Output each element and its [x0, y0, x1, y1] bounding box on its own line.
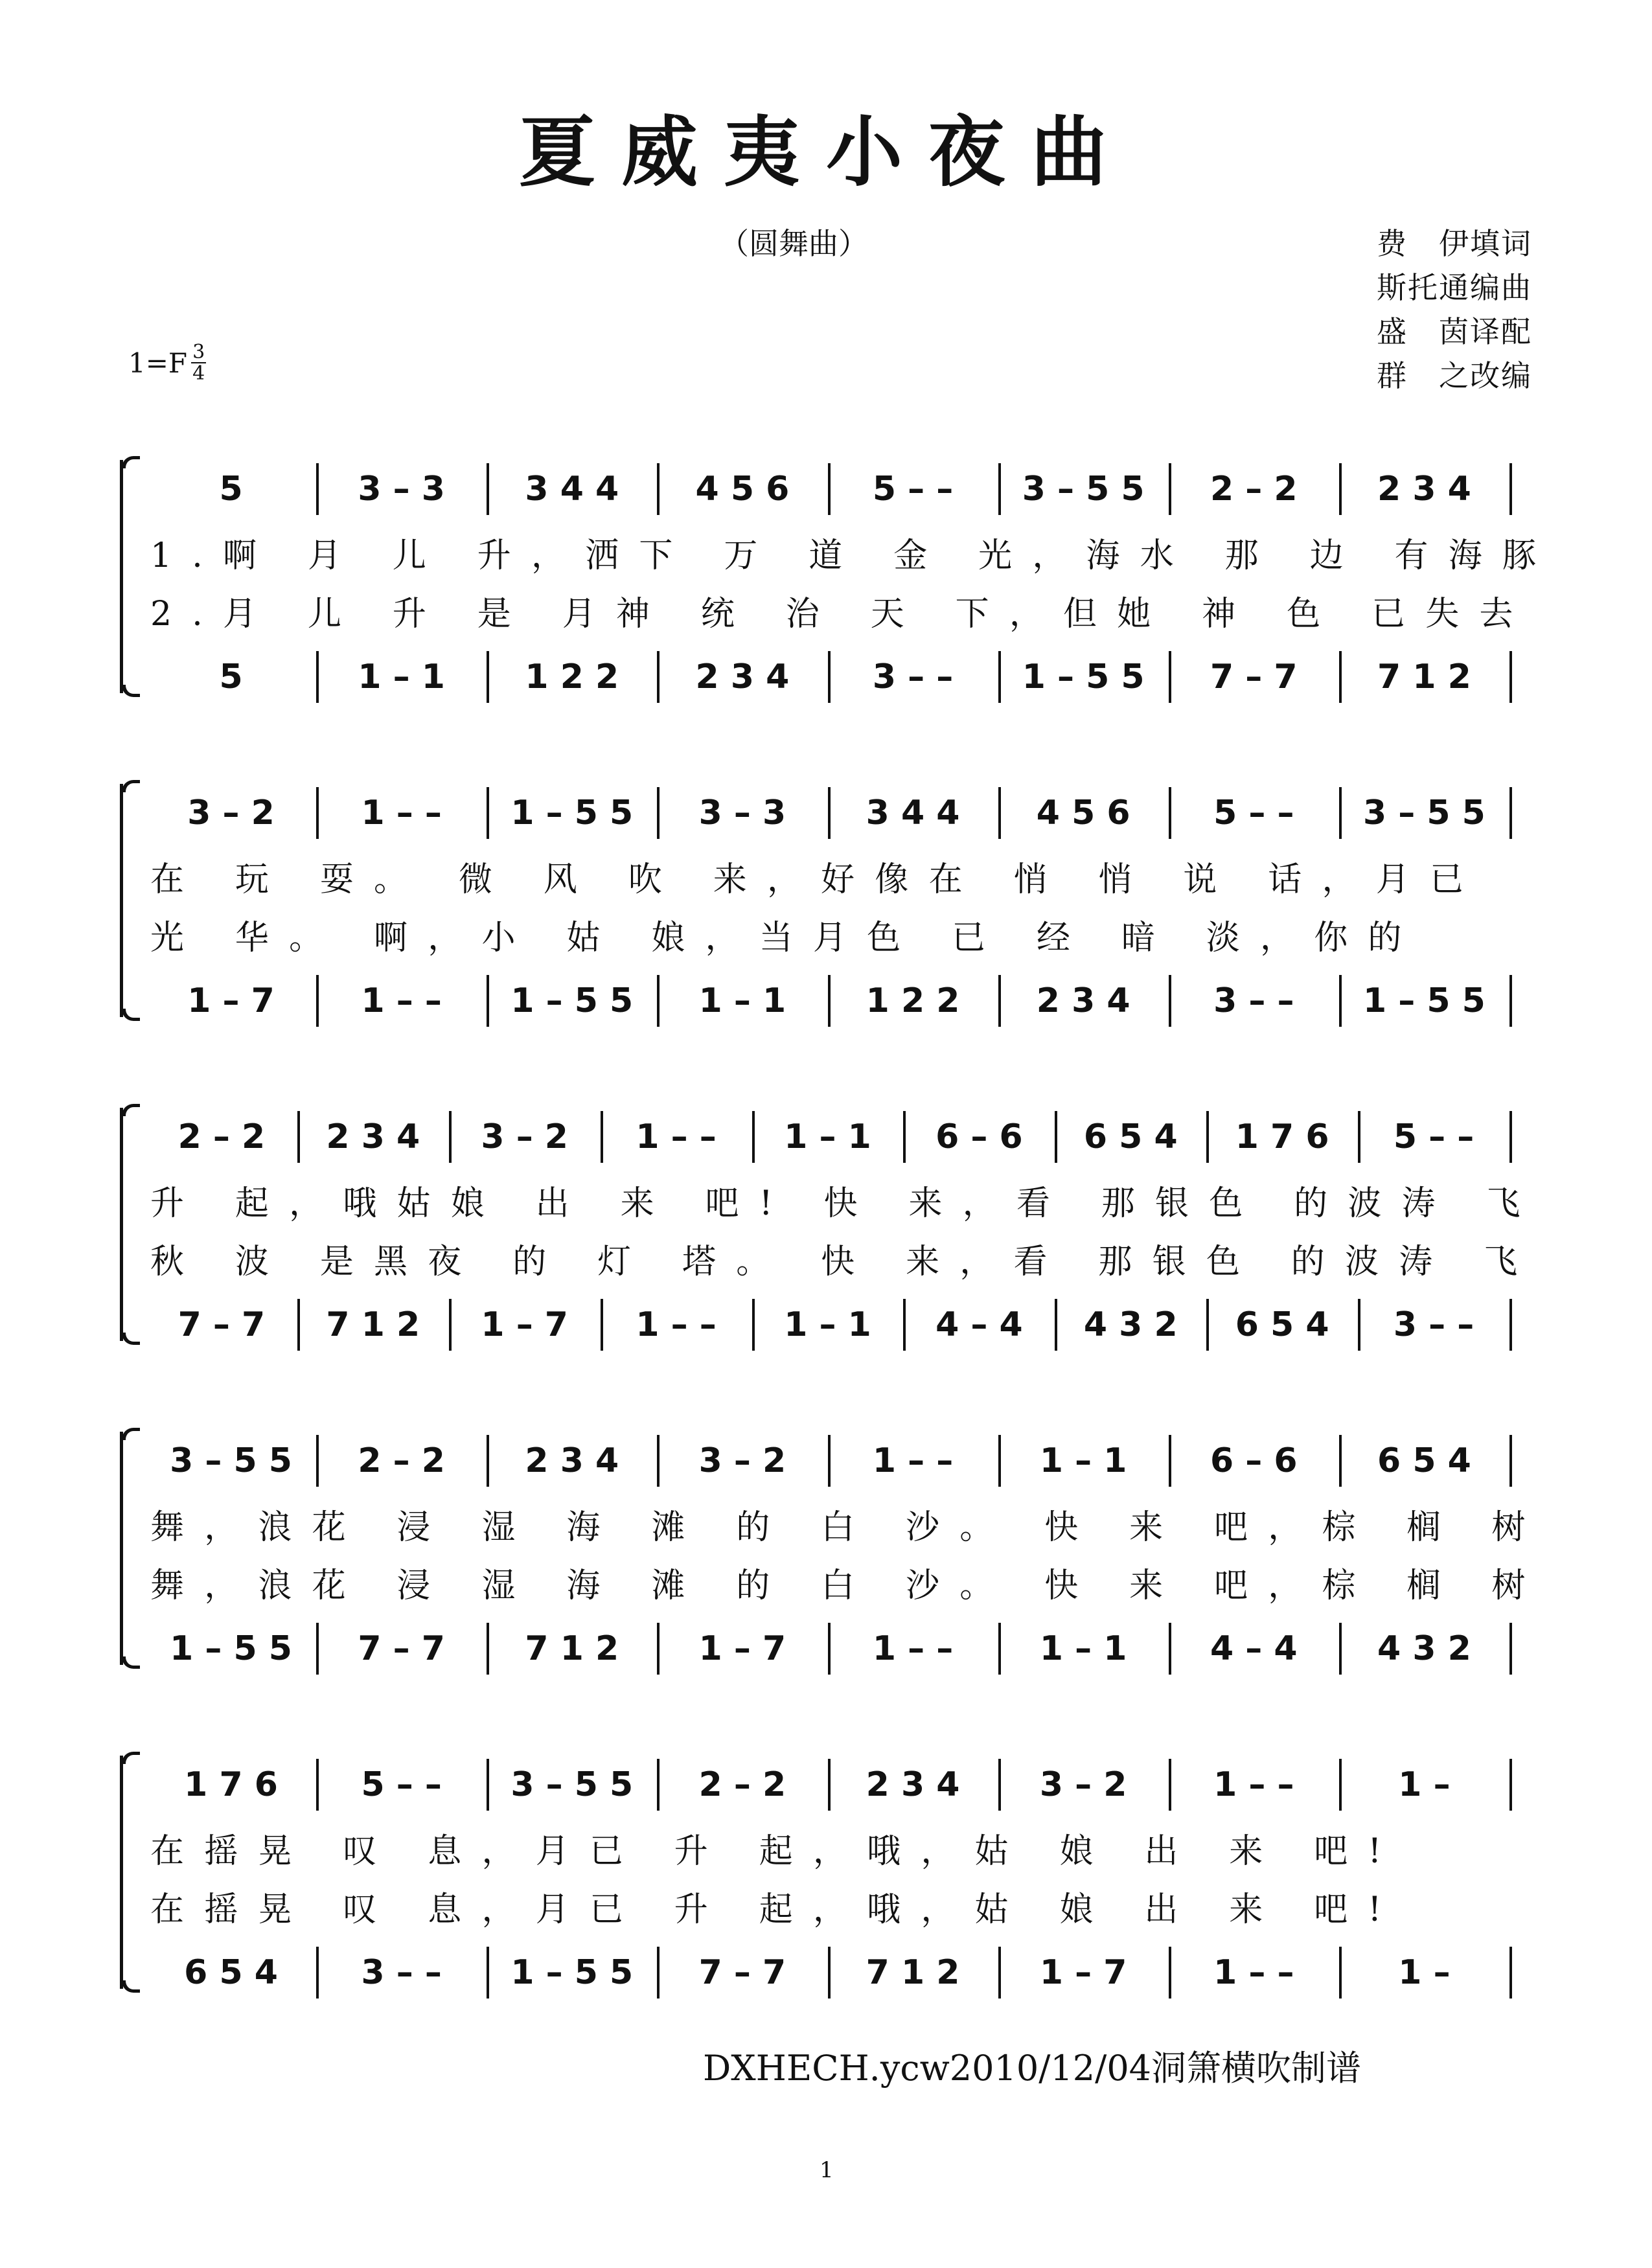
upper-part-measure: 6 5 4: [1083, 1117, 1178, 1156]
lower-part-measure: 1 – 7: [1039, 1953, 1127, 1992]
upper-part-measure: 5: [219, 470, 243, 509]
lyric-verse-2: 在摇晃 叹 息，月已 升 起，哦，姑 娘 出 来 吧!: [150, 1890, 1402, 1929]
lower-part-measure: 7 – 7: [358, 1629, 445, 1668]
system-brace: [120, 1108, 123, 1341]
upper-part-measure: 1 – –: [361, 794, 442, 832]
upper-part-measure: 3 – 2: [187, 794, 275, 832]
upper-part-measure: 2 – 2: [178, 1117, 266, 1156]
lyric-verse-1: 升 起，哦姑娘 出 来 吧! 快 来，看 那银色 的波涛 飞: [150, 1184, 1541, 1223]
upper-part-measure: 1 – –: [1213, 1765, 1294, 1804]
lower-part-measure: 3 – –: [361, 1953, 442, 1992]
lower-part-measure: 1 – 7: [698, 1629, 786, 1668]
upper-part-measure: 2 – 2: [1210, 470, 1298, 509]
barline: [1509, 1111, 1512, 1163]
credit-adapter: 群 之改编: [1377, 358, 1532, 393]
upper-part-measure: 3 – 2: [481, 1117, 568, 1156]
upper-part-measure: 1 –: [1398, 1765, 1451, 1804]
lower-part-measure: 1 – –: [361, 981, 442, 1020]
lyric-verse-1: 在摇晃 叹 息，月已 升 起，哦，姑 娘 出 来 吧!: [150, 1832, 1402, 1871]
subtitle: （圆舞曲）: [719, 226, 868, 261]
time-signature: [191, 342, 206, 384]
lower-part-measure: 7 1 2: [866, 1953, 960, 1992]
lower-part-measure: 1 – 5 5: [511, 981, 634, 1020]
time-denominator: 4: [192, 362, 205, 385]
upper-part-measure: 2 3 4: [326, 1117, 420, 1156]
upper-part-measure: 4 5 6: [695, 470, 790, 509]
system-brace: [120, 1756, 123, 1989]
upper-part-measure: 3 – 3: [358, 470, 445, 509]
lyric-verse-2: 光 华。 啊，小 姑 娘，当月色 已 经 暗 淡，你的: [150, 919, 1422, 957]
upper-part-measure: 1 7 6: [184, 1765, 278, 1804]
lyric-verse-2: 舞，浪花 浸 湿 海 滩 的 白 沙。 快 来 吧，棕 榈 树: [150, 1566, 1546, 1605]
key-signature: [128, 342, 206, 384]
lower-part-measure: 4 3 2: [1377, 1629, 1471, 1668]
lower-part-measure: 2 3 4: [1036, 981, 1130, 1020]
lower-part-measure: 7 – 7: [1210, 658, 1298, 696]
upper-part-measure: 2 – 2: [698, 1765, 786, 1804]
lower-part-measure: 1 2 2: [866, 981, 960, 1020]
lower-part-measure: 7 – 7: [698, 1953, 786, 1992]
barline: [1509, 651, 1512, 703]
system-brace: [120, 460, 123, 693]
lower-part-measure: 1 – 5 5: [1022, 658, 1145, 696]
lower-part-measure: 1 – –: [636, 1305, 717, 1344]
lower-part-measure: 4 – 4: [935, 1305, 1023, 1344]
upper-part-measure: 3 – 2: [698, 1441, 786, 1480]
lower-part-measure: 4 3 2: [1083, 1305, 1178, 1344]
barline: [1509, 463, 1512, 515]
lower-part-measure: 7 1 2: [1377, 658, 1471, 696]
lyric-verse-1: 舞，浪花 浸 湿 海 滩 的 白 沙。 快 来 吧，棕 榈 树: [150, 1508, 1546, 1547]
lower-part-measure: 1 – 1: [784, 1305, 871, 1344]
footer-credit: DXHECH.ycw2010/12/04洞箫横吹制谱: [703, 2048, 1362, 2089]
lower-part-measure: 1 – 1: [698, 981, 786, 1020]
upper-part-measure: 5 – –: [872, 470, 954, 509]
lower-part-measure: 1 – 5 5: [511, 1953, 634, 1992]
upper-part-measure: 1 – –: [872, 1441, 954, 1480]
time-numerator: 3: [192, 341, 205, 363]
upper-part-measure: 5 – –: [1393, 1117, 1474, 1156]
upper-part-measure: 5 – –: [1213, 794, 1294, 832]
upper-part-measure: 6 – 6: [1210, 1441, 1298, 1480]
upper-part-measure: 1 – 1: [784, 1117, 871, 1156]
system-brace: [120, 1432, 123, 1665]
lower-part-measure: 3 – –: [1393, 1305, 1474, 1344]
lower-part-measure: 1 – 7: [481, 1305, 568, 1344]
barline: [1509, 1299, 1512, 1351]
lower-part-measure: 1 – 5 5: [170, 1629, 292, 1668]
lyric-verse-2: 秋 波 是黑夜 的 灯 塔。 快 来，看 那银色 的波涛 飞: [150, 1243, 1538, 1281]
upper-part-measure: 3 – 5 5: [170, 1441, 292, 1480]
upper-part-measure: 1 7 6: [1235, 1117, 1329, 1156]
system-brace: [120, 784, 123, 1017]
lower-part-measure: 1 – 5 5: [1363, 981, 1486, 1020]
lower-part-measure: 2 3 4: [695, 658, 790, 696]
lower-part-measure: 6 5 4: [1235, 1305, 1329, 1344]
barline: [1509, 975, 1512, 1027]
credit-translator: 盛 茵译配: [1377, 314, 1532, 349]
upper-part-measure: 2 – 2: [358, 1441, 445, 1480]
barline: [1509, 1623, 1512, 1675]
upper-part-measure: 3 – 5 5: [1022, 470, 1145, 509]
lower-part-measure: 1 2 2: [525, 658, 619, 696]
upper-part-measure: 1 – 5 5: [511, 794, 634, 832]
lyric-verse-1: 1.啊 月 儿 升，洒下 万 道 金 光，海水 那 边 有海豚: [150, 536, 1557, 575]
credit-lyricist: 费 伊填词: [1377, 226, 1532, 261]
key-label: 1=F: [128, 347, 188, 379]
lower-part-measure: 7 1 2: [525, 1629, 619, 1668]
lower-part-measure: 5: [219, 658, 243, 696]
lyric-verse-1: 在 玩 耍。 微 风 吹 来，好像在 悄 悄 说 话，月已: [150, 860, 1484, 899]
lower-part-measure: 3 – –: [1213, 981, 1294, 1020]
upper-part-measure: 5 – –: [361, 1765, 442, 1804]
lower-part-measure: 1 – 1: [1039, 1629, 1127, 1668]
lower-part-measure: 7 1 2: [326, 1305, 420, 1344]
upper-part-measure: 1 – 1: [1039, 1441, 1127, 1480]
upper-part-measure: 1 – –: [636, 1117, 717, 1156]
upper-part-measure: 4 5 6: [1036, 794, 1130, 832]
lower-part-measure: 1 – 7: [187, 981, 275, 1020]
upper-part-measure: 3 – 2: [1039, 1765, 1127, 1804]
lower-part-measure: 6 5 4: [184, 1953, 278, 1992]
upper-part-measure: 6 – 6: [935, 1117, 1023, 1156]
lower-part-measure: 7 – 7: [178, 1305, 266, 1344]
barline: [1509, 1435, 1512, 1487]
barline: [1509, 1759, 1512, 1811]
credit-arranger: 斯托通编曲: [1377, 270, 1532, 305]
lower-part-measure: 1 –: [1398, 1953, 1451, 1992]
lower-part-measure: 3 – –: [872, 658, 954, 696]
upper-part-measure: 3 – 5 5: [1363, 794, 1486, 832]
lower-part-measure: 4 – 4: [1210, 1629, 1298, 1668]
lyric-verse-2: 2.月 儿 升 是 月神 统 治 天 下，但她 神 色 已失去: [150, 595, 1533, 634]
upper-part-measure: 3 – 3: [698, 794, 786, 832]
barline: [1509, 1947, 1512, 1999]
upper-part-measure: 3 4 4: [525, 470, 619, 509]
page-title: 夏威夷小夜曲: [518, 108, 1133, 197]
upper-part-measure: 3 4 4: [866, 794, 960, 832]
upper-part-measure: 3 – 5 5: [511, 1765, 634, 1804]
upper-part-measure: 2 3 4: [525, 1441, 619, 1480]
barline: [1509, 787, 1512, 839]
upper-part-measure: 2 3 4: [1377, 470, 1471, 509]
lower-part-measure: 1 – –: [1213, 1953, 1294, 1992]
lower-part-measure: 1 – 1: [358, 658, 445, 696]
lower-part-measure: 1 – –: [872, 1629, 954, 1668]
upper-part-measure: 6 5 4: [1377, 1441, 1471, 1480]
page-number: 1: [820, 2157, 834, 2183]
upper-part-measure: 2 3 4: [866, 1765, 960, 1804]
